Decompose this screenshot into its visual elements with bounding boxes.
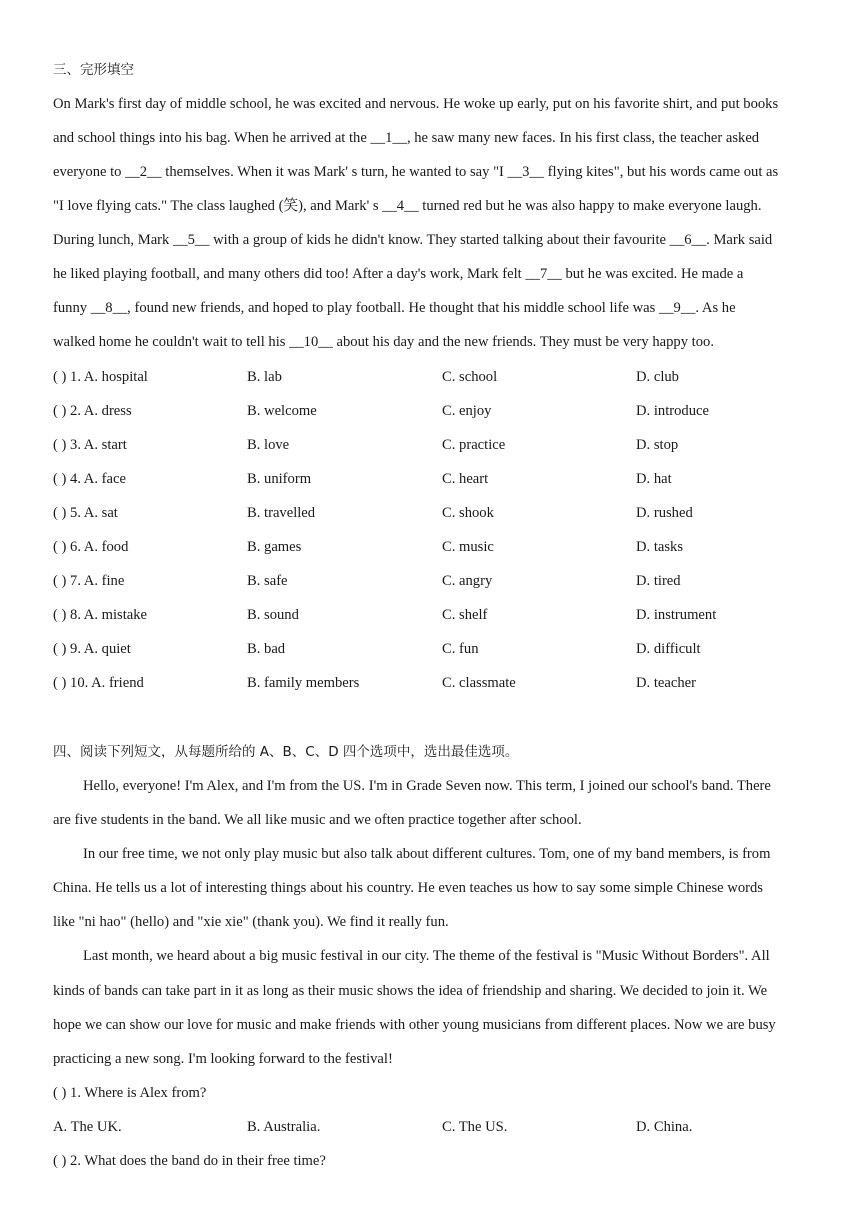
option-d: D. difficult	[636, 641, 701, 657]
option-c: C. school	[442, 369, 498, 385]
paragraph-line: hope we can show our love for music and make friends with other young musicians from different places. Now we are busy	[53, 1017, 776, 1033]
option-d: D. teacher	[636, 675, 696, 691]
paragraph-line: are five students in the band. We all like music and we often practice together after school.	[53, 812, 582, 828]
question-row	[53, 639, 833, 659]
option-d: D. rushed	[636, 505, 693, 521]
reading-question-1: ( ) 1. Where is Alex from?	[53, 1085, 207, 1101]
passage-line: everyone to __2__ themselves. When it was Mark' s turn, he wanted to say "I __3__ flying kites", but his words came out as	[53, 164, 779, 180]
option-d: D. tired	[636, 573, 681, 589]
option-d: D. introduce	[636, 403, 709, 419]
passage-line: "I love flying cats." The class laughed (笑), and Mark' s __4__ turned red but he was also happy to make everyone laugh.	[53, 198, 762, 214]
question-stem: ( ) 1. A. hospital	[53, 369, 148, 385]
question-row	[53, 537, 833, 557]
paragraph-line: Last month, we heard about a big music festival in our city. The theme of the festival is "Music Without Borders". All	[83, 948, 770, 964]
option-b: B. uniform	[247, 471, 312, 487]
passage-line: During lunch, Mark __5__ with a group of kids he didn't know. They started talking about their favourite __6__. Mark said	[53, 232, 773, 248]
option-b: B. safe	[247, 573, 288, 589]
option-c: C. The US.	[442, 1119, 508, 1135]
option-c: C. shelf	[442, 607, 488, 623]
paragraph-line: Hello, everyone! I'm Alex, and I'm from the US. I'm in Grade Seven now. This term, I joined our school's band. There	[83, 778, 771, 794]
option-b: B. love	[247, 437, 290, 453]
question-row	[53, 571, 833, 591]
question-stem: ( ) 6. A. food	[53, 539, 129, 555]
option-b: B. family members	[247, 675, 360, 691]
option-d: D. club	[636, 369, 679, 385]
option-b: B. travelled	[247, 505, 316, 521]
passage-line: walked home he couldn't wait to tell his __10__ about his day and the new friends. They must be very happy too.	[53, 334, 714, 350]
question-row	[53, 605, 833, 625]
option-c: C. classmate	[442, 675, 516, 691]
question-stem: ( ) 4. A. face	[53, 471, 126, 487]
option-b: B. welcome	[247, 403, 317, 419]
option-a: A. The UK.	[53, 1119, 122, 1135]
option-c: C. fun	[442, 641, 479, 657]
option-b: B. bad	[247, 641, 286, 657]
question-row	[53, 673, 833, 693]
passage-line: funny __8__, found new friends, and hoped to play football. He thought that his middle school life was __9__. As he	[53, 300, 736, 316]
option-b: B. lab	[247, 369, 282, 385]
option-d: D. China.	[636, 1119, 693, 1135]
question-stem: ( ) 3. A. start	[53, 437, 127, 453]
section4-heading: 四、阅读下列短文，从每题所给的 A、B、C、D 四个选项中，选出最佳选项。	[53, 744, 519, 760]
option-c: C. practice	[442, 437, 506, 453]
option-d: D. tasks	[636, 539, 684, 555]
paragraph-line: practicing a new song. I'm looking forward to the festival!	[53, 1051, 393, 1067]
paragraph-line: China. He tells us a lot of interesting things about his country. He even teaches us how to say some simple Chinese words	[53, 880, 763, 896]
option-b: B. sound	[247, 607, 299, 623]
question-stem: ( ) 5. A. sat	[53, 505, 118, 521]
paragraph-line: kinds of bands can take part in it as long as their music shows the idea of friendship and sharing. We decided to join it. We	[53, 983, 768, 999]
option-d: D. stop	[636, 437, 679, 453]
question-row	[53, 503, 833, 523]
question-stem: ( ) 9. A. quiet	[53, 641, 131, 657]
option-c: C. music	[442, 539, 494, 555]
passage-line: and school things into his bag. When he arrived at the __1__, he saw many new faces. In his first class, the teacher asked	[53, 130, 760, 146]
section3-heading: 三、完形填空	[53, 62, 134, 78]
question-stem: ( ) 7. A. fine	[53, 573, 125, 589]
question-stem: ( ) 10. A. friend	[53, 675, 144, 691]
paragraph-line: like "ni hao" (hello) and "xie xie" (thank you). We find it really fun.	[53, 914, 449, 930]
question-stem: ( ) 2. A. dress	[53, 403, 132, 419]
passage-line: On Mark's first day of middle school, he was excited and nervous. He woke up early, put on his favorite shirt, and put books	[53, 96, 779, 112]
option-d: D. hat	[636, 471, 672, 487]
option-b: B. games	[247, 539, 302, 555]
question-row	[53, 401, 833, 421]
paragraph-line: In our free time, we not only play music but also talk about different cultures. Tom, one of my band members, is from	[83, 846, 771, 862]
reading-question-2: ( ) 2. What does the band do in their free time?	[53, 1153, 326, 1169]
option-d: D. instrument	[636, 607, 717, 623]
option-c: C. enjoy	[442, 403, 492, 419]
option-c: C. shook	[442, 505, 494, 521]
reading-question-1-options	[53, 1117, 833, 1137]
option-b: B. Australia.	[247, 1119, 321, 1135]
question-row	[53, 469, 833, 489]
option-c: C. angry	[442, 573, 493, 589]
question-stem: ( ) 8. A. mistake	[53, 607, 148, 623]
question-row	[53, 367, 833, 387]
option-c: C. heart	[442, 471, 489, 487]
question-row	[53, 435, 833, 455]
passage-line: he liked playing football, and many others did too! After a day's work, Mark felt __7__ but he was excited. He made a	[53, 266, 744, 282]
